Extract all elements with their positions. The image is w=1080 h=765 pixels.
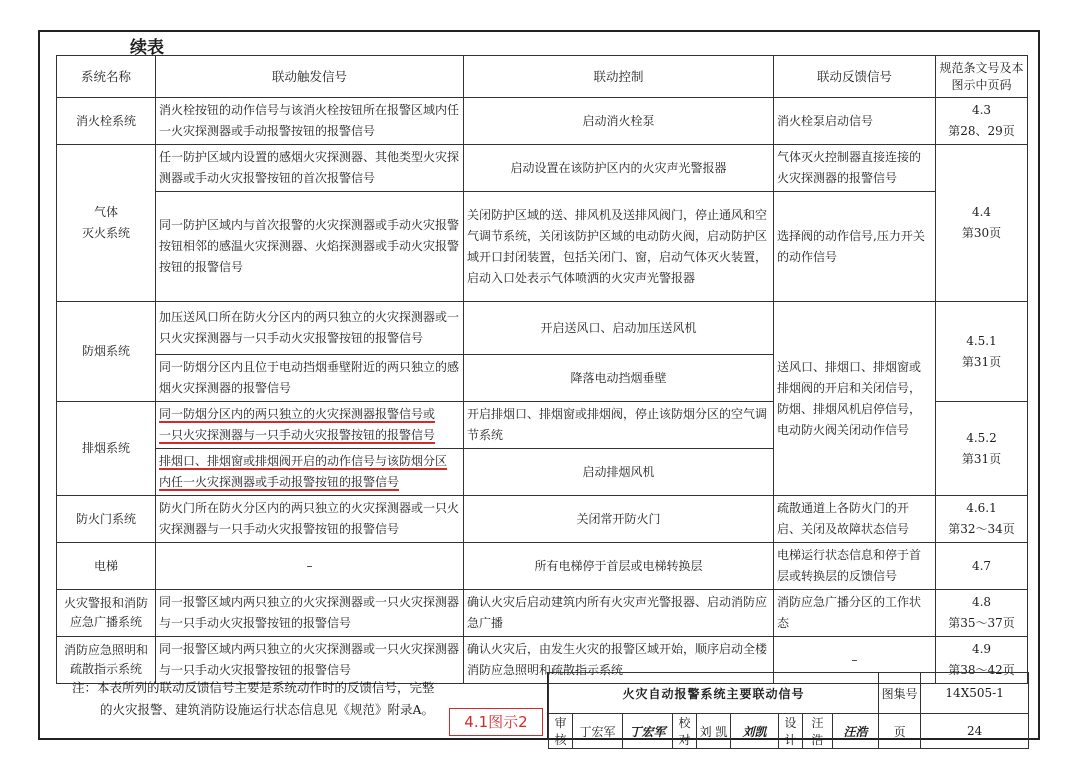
reviewer-name: 丁宏军 [573, 714, 623, 749]
system-name: 防火门系统 [57, 496, 156, 543]
clause-number: 4.3 [971, 103, 992, 117]
clause-page: 第32～34页 [948, 522, 1015, 536]
clause-number: 4.4 [971, 205, 992, 219]
clause-number: 4.5.2 [966, 430, 997, 445]
red-underlined-text: 内任一火灾探测器或手动报警按钮的报警信号 [159, 475, 400, 489]
trigger-signal: 同一防护区域内与首次报警的火灾探测器或手动火灾报警按钮相邻的感温火灾探测器、火焰探测器或手动火灾报警按钮的报警信号 [156, 192, 464, 302]
atlas-number: 14X505-1 [921, 673, 1029, 714]
clause-number: 4.8 [971, 595, 992, 609]
clause-page: 第30页 [961, 226, 1002, 240]
system-name: 排烟系统 [57, 402, 156, 496]
review-label: 审核 [549, 714, 573, 749]
check-label: 校对 [673, 714, 697, 749]
table-row [57, 302, 1028, 355]
system-name [57, 145, 156, 302]
clause-number: 4.7 [971, 558, 992, 573]
note-line: 的火灾报警、建筑消防设施运行状态信息见《规范》附录A。 [100, 702, 435, 717]
red-underlined-text: 同一防烟分区内的两只独立的火灾探测器报警信号或 [159, 407, 436, 421]
designer-signature: 汪浩 [833, 714, 879, 749]
header-control: 联动控制 [464, 56, 774, 98]
clause-cell [936, 402, 1028, 496]
table-row [57, 590, 1028, 637]
system-name: 防烟系统 [57, 302, 156, 402]
clause-page: 第31页 [961, 354, 1002, 369]
continued-label: 续表 [130, 38, 164, 58]
feedback-signal: 气体灭火控制器直接连接的火灾探测器的报警信号 [774, 145, 936, 192]
clause-number: 4.6.1 [966, 501, 997, 515]
linkage-control: 启动设置在该防护区内的火灾声光警报器 [464, 145, 774, 192]
linkage-control: 确认火灾后启动建筑内所有火灾声光警报器、启动消防应急广播 [464, 590, 774, 637]
table-row [57, 543, 1028, 590]
header-feedback: 联动反馈信号 [774, 56, 936, 98]
system-name-line: 灭火系统 [81, 226, 130, 240]
trigger-signal: – [156, 543, 464, 590]
title-block-table [548, 672, 1029, 749]
trigger-signal: 同一报警区域内两只独立的火灾探测器或一只火灾探测器与一只手动火灾报警按钮的报警信号 [156, 637, 464, 684]
system-name-line: 气体 [93, 205, 118, 219]
clause-page: 第38～42页 [948, 663, 1015, 677]
linkage-control: 关闭防护区域的送、排风机及送排风阀门，停止通风和空气调节系统，关闭该防护区域的电动防火阀，启动防护区域开口封闭装置，包括关闭门、窗，启动气体灭火装置，启动入口处表示气体喷洒的火灾声光警报器 [464, 192, 774, 302]
feedback-signal: 消火栓泵启动信号 [774, 98, 936, 145]
reviewer-signature: 丁宏军 [623, 714, 673, 749]
trigger-signal: 加压送风口所在防火分区内的两只独立的火灾探测器或一只火灾探测器与一只手动火灾报警按钮的报警信号 [156, 302, 464, 355]
page-label: 页 [879, 714, 921, 749]
feedback-signal: – [774, 637, 936, 684]
clause-cell [936, 543, 1028, 590]
table-row [57, 145, 1028, 192]
trigger-signal: 同一防烟分区内且位于电动挡烟垂壁附近的两只独立的感烟火灾探测器的报警信号 [156, 355, 464, 402]
checker-signature: 刘凯 [731, 714, 779, 749]
system-name: 电梯 [57, 543, 156, 590]
clause-number: 4.5.1 [966, 333, 997, 348]
clause-cell [936, 145, 1028, 302]
clause-cell [936, 302, 1028, 402]
design-label: 设计 [779, 714, 803, 749]
linkage-control: 降落电动挡烟垂壁 [464, 355, 774, 402]
header-system: 系统名称 [57, 56, 156, 98]
table-row [57, 98, 1028, 145]
system-name: 消火栓系统 [57, 98, 156, 145]
clause-page: 第31页 [961, 451, 1002, 466]
feedback-signal: 电梯运行状态信息和停于首层或转换层的反馈信号 [774, 543, 936, 590]
table-row [57, 496, 1028, 543]
designer-name: 汪 浩 [803, 714, 833, 749]
trigger-signal-highlighted [156, 402, 464, 449]
note-line: 注：本表所列的联动反馈信号主要是系统动作时的反馈信号，完整 [72, 680, 435, 695]
trigger-signal: 同一报警区域内两只独立的火灾探测器或一只火灾探测器与一只手动火灾报警按钮的报警信号 [156, 590, 464, 637]
linkage-control: 开启送风口、启动加压送风机 [464, 302, 774, 355]
linkage-signal-table [56, 55, 1028, 684]
header-trigger: 联动触发信号 [156, 56, 464, 98]
header-clause: 规范条文号及本图示中页码 [936, 56, 1028, 98]
trigger-signal: 消火栓按钮的动作信号与该消火栓按钮所在报警区域内任一火灾探测器或手动报警按钮的报警信号 [156, 98, 464, 145]
system-name: 火灾警报和消防应急广播系统 [57, 590, 156, 637]
trigger-signal-highlighted [156, 449, 464, 496]
linkage-control: 启动排烟风机 [464, 449, 774, 496]
title-block [547, 672, 1028, 747]
linkage-control: 确认火灾后，由发生火灾的报警区域开始，顺序启动全楼消防应急照明和疏散指示系统 [464, 637, 774, 684]
table-row [57, 192, 1028, 302]
trigger-signal: 任一防护区域内设置的感烟火灾探测器、其他类型火灾探测器或手动火灾报警按钮的首次报警信号 [156, 145, 464, 192]
table-header-row [57, 56, 1028, 98]
clause-page: 第28、29页 [948, 124, 1015, 138]
clause-cell [936, 496, 1028, 543]
figure-label: 4.1图示2 [449, 708, 543, 736]
clause-page: 第35～37页 [948, 616, 1015, 630]
system-name: 消防应急照明和疏散指示系统 [57, 637, 156, 684]
linkage-control: 启动消火栓泵 [464, 98, 774, 145]
atlas-label: 图集号 [879, 673, 921, 714]
clause-cell [936, 590, 1028, 637]
feedback-signal: 送风口、排烟口、排烟窗或排烟阀的开启和关闭信号，防烟、排烟风机启停信号，电动防火阀关闭动作信号 [774, 302, 936, 496]
clause-cell [936, 98, 1028, 145]
feedback-signal: 疏散通道上各防火门的开启、关闭及故障状态信号 [774, 496, 936, 543]
feedback-signal: 消防应急广播分区的工作状态 [774, 590, 936, 637]
feedback-signal: 选择阀的动作信号,压力开关的动作信号 [774, 192, 936, 302]
drawing-title: 火灾自动报警系统主要联动信号 [549, 673, 879, 714]
page-number: 24 [921, 714, 1029, 749]
linkage-control: 所有电梯停于首层或电梯转换层 [464, 543, 774, 590]
clause-number: 4.9 [971, 642, 992, 656]
linkage-control: 关闭常开防火门 [464, 496, 774, 543]
red-underlined-text: 排烟口、排烟窗或排烟阀开启的动作信号与该防烟分区 [159, 454, 448, 468]
red-underlined-text: 一只火灾探测器与一只手动火灾报警按钮的报警信号 [159, 428, 436, 442]
checker-name: 刘 凯 [697, 714, 731, 749]
table-note [72, 677, 435, 721]
linkage-control: 开启排烟口、排烟窗或排烟阀，停止该防烟分区的空气调节系统 [464, 402, 774, 449]
trigger-signal: 防火门所在防火分区内的两只独立的火灾探测器或一只火灾探测器与一只手动火灾报警按钮的报警信号 [156, 496, 464, 543]
